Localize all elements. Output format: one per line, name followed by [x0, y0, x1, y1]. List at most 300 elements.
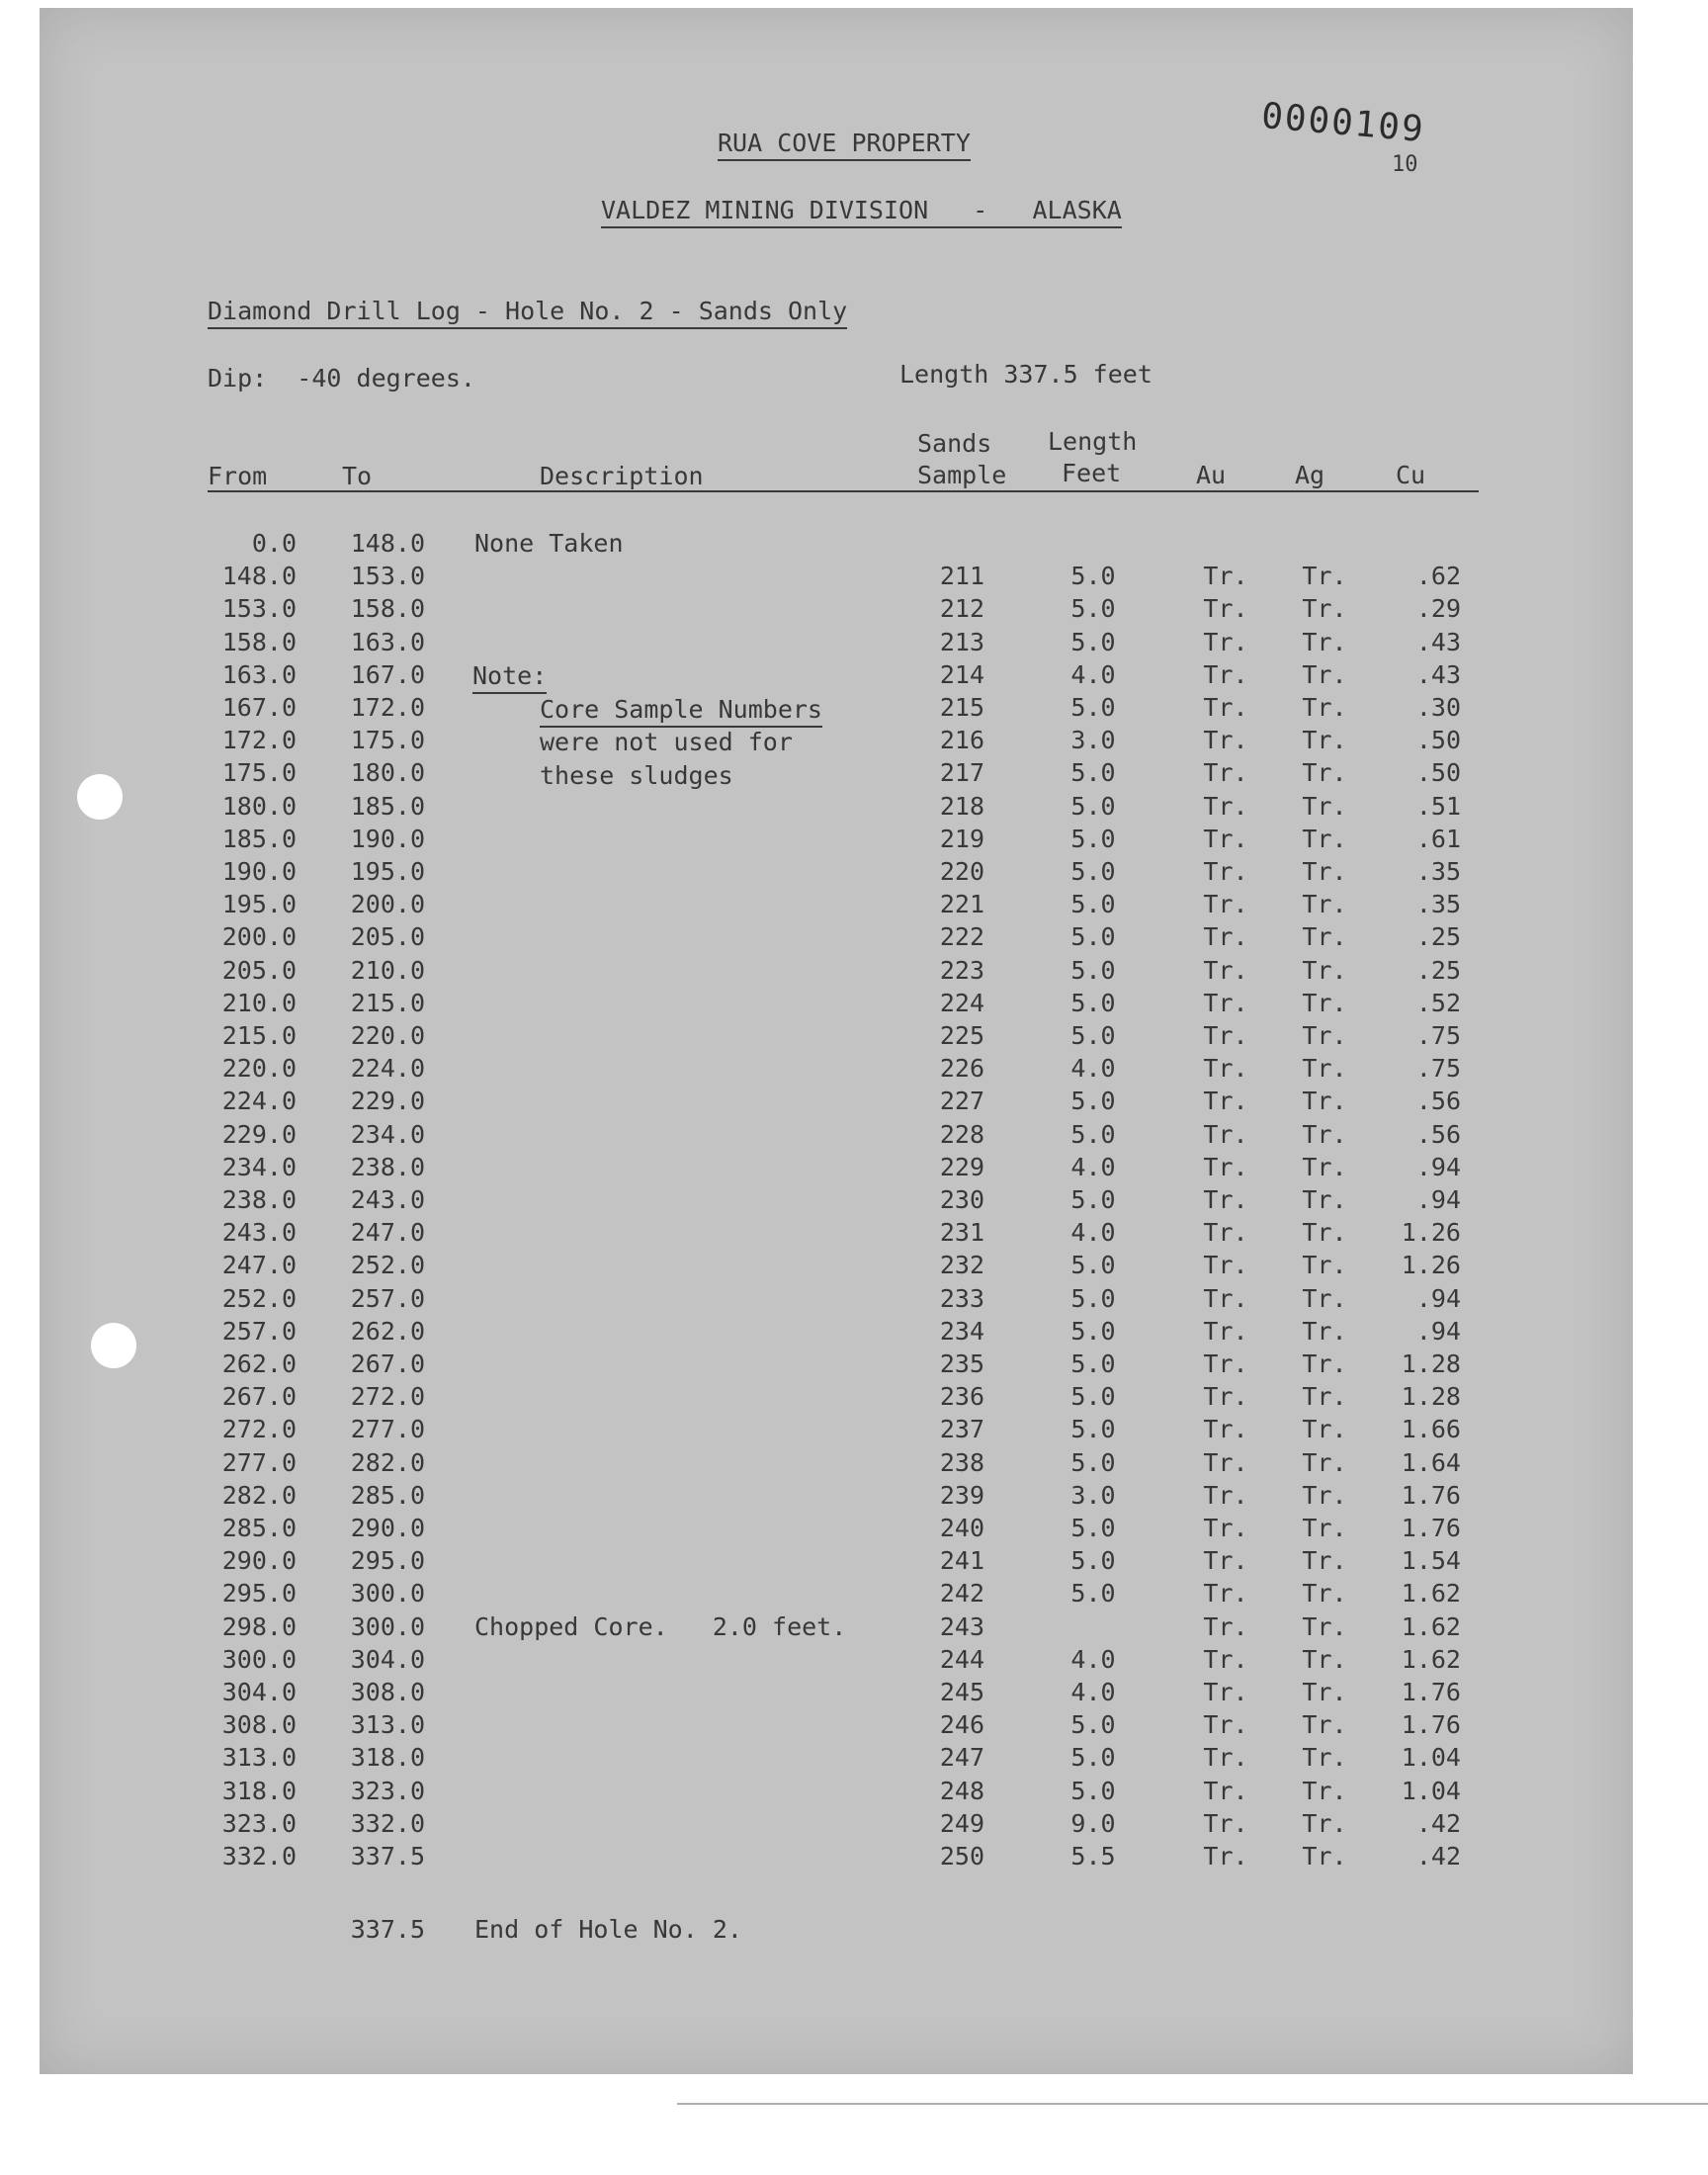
row-ag: Tr.: [1302, 594, 1347, 623]
row-from: 308.0: [221, 1710, 297, 1739]
row-to: 185.0: [350, 792, 425, 821]
row-to: 215.0: [350, 989, 425, 1017]
row-from: 313.0: [221, 1743, 297, 1772]
row-ag: Tr.: [1302, 1054, 1347, 1083]
row-sample-number: 236: [939, 1382, 984, 1411]
row-ag: Tr.: [1302, 1481, 1347, 1510]
row-cu: 1.28: [1401, 1349, 1461, 1378]
row-from: 257.0: [221, 1317, 297, 1346]
row-length-feet: 5.0: [1070, 989, 1116, 1017]
row-description: Chopped Core. 2.0 feet.: [474, 1612, 847, 1641]
row-ag: Tr.: [1302, 1284, 1347, 1313]
row-au: Tr.: [1203, 1743, 1248, 1772]
row-from: 148.0: [221, 562, 297, 590]
row-from: 277.0: [221, 1448, 297, 1477]
row-ag: Tr.: [1302, 1415, 1347, 1443]
row-to: 243.0: [350, 1185, 425, 1214]
row-length-feet: 5.0: [1070, 1777, 1116, 1805]
row-from: 220.0: [221, 1054, 297, 1083]
row-to: 167.0: [350, 660, 425, 689]
log-heading: Diamond Drill Log - Hole No. 2 - Sands Only: [208, 297, 847, 329]
row-ag: Tr.: [1302, 1349, 1347, 1378]
row-au: Tr.: [1203, 1514, 1248, 1542]
row-length-feet: 5.0: [1070, 1185, 1116, 1214]
row-cu: 1.66: [1401, 1415, 1461, 1443]
row-sample-number: 217: [939, 758, 984, 787]
row-au: Tr.: [1203, 1021, 1248, 1050]
row-ag: Tr.: [1302, 890, 1347, 918]
row-cu: 1.76: [1401, 1481, 1461, 1510]
row-to: 295.0: [350, 1546, 425, 1575]
row-au: Tr.: [1203, 989, 1248, 1017]
row-au: Tr.: [1203, 1185, 1248, 1214]
row-au: Tr.: [1203, 1087, 1248, 1115]
row-au: Tr.: [1203, 1218, 1248, 1247]
row-cu: 1.62: [1401, 1645, 1461, 1674]
row-ag: Tr.: [1302, 1021, 1347, 1050]
row-ag: Tr.: [1302, 825, 1347, 853]
header-sample: Sample: [917, 461, 1007, 489]
row-from: 234.0: [221, 1153, 297, 1181]
row-cu: 1.54: [1401, 1546, 1461, 1575]
row-sample-number: 225: [939, 1021, 984, 1050]
note-label: Note:: [472, 661, 547, 694]
row-to: 300.0: [350, 1579, 425, 1608]
row-ag: Tr.: [1302, 693, 1347, 722]
row-sample-number: 234: [939, 1317, 984, 1346]
row-ag: Tr.: [1302, 1120, 1347, 1149]
row-sample-number: 222: [939, 922, 984, 951]
row-length-feet: 5.0: [1070, 628, 1116, 656]
row-from: 243.0: [221, 1218, 297, 1247]
row-from: 167.0: [221, 693, 297, 722]
row-sample-number: 244: [939, 1645, 984, 1674]
row-au: Tr.: [1203, 1809, 1248, 1838]
row-to: 163.0: [350, 628, 425, 656]
row-cu: .94: [1415, 1185, 1461, 1214]
row-ag: Tr.: [1302, 758, 1347, 787]
row-sample-number: 233: [939, 1284, 984, 1313]
row-length-feet: 5.0: [1070, 792, 1116, 821]
row-cu: 1.04: [1401, 1777, 1461, 1805]
row-ag: Tr.: [1302, 1678, 1347, 1706]
row-from: 332.0: [221, 1842, 297, 1870]
row-au: Tr.: [1203, 1284, 1248, 1313]
row-length-feet: 4.0: [1070, 1054, 1116, 1083]
row-length-feet: 5.0: [1070, 594, 1116, 623]
row-cu: 1.76: [1401, 1514, 1461, 1542]
header-cu: Cu: [1396, 461, 1426, 489]
row-sample-number: 238: [939, 1448, 984, 1477]
row-ag: Tr.: [1302, 922, 1347, 951]
row-au: Tr.: [1203, 956, 1248, 985]
row-length-feet: 5.0: [1070, 693, 1116, 722]
row-au: Tr.: [1203, 628, 1248, 656]
row-length-feet: 5.0: [1070, 1710, 1116, 1739]
row-from: 272.0: [221, 1415, 297, 1443]
row-length-feet: 5.5: [1070, 1842, 1116, 1870]
row-cu: .43: [1415, 628, 1461, 656]
row-cu: 1.76: [1401, 1678, 1461, 1706]
row-sample-number: 243: [939, 1612, 984, 1641]
row-ag: Tr.: [1302, 1546, 1347, 1575]
row-ag: Tr.: [1302, 1087, 1347, 1115]
row-cu: 1.64: [1401, 1448, 1461, 1477]
row-au: Tr.: [1203, 594, 1248, 623]
row-from: 205.0: [221, 956, 297, 985]
row-length-feet: 5.0: [1070, 1415, 1116, 1443]
row-from: 210.0: [221, 989, 297, 1017]
row-cu: 1.62: [1401, 1579, 1461, 1608]
row-ag: Tr.: [1302, 1153, 1347, 1181]
row-sample-number: 211: [939, 562, 984, 590]
row-sample-number: 245: [939, 1678, 984, 1706]
row-from: 153.0: [221, 594, 297, 623]
row-length-feet: 5.0: [1070, 1251, 1116, 1279]
row-ag: Tr.: [1302, 857, 1347, 886]
row-to: 323.0: [350, 1777, 425, 1805]
row-ag: Tr.: [1302, 1579, 1347, 1608]
row-cu: .30: [1415, 693, 1461, 722]
row-cu: .25: [1415, 956, 1461, 985]
row-to: 158.0: [350, 594, 425, 623]
row-length-feet: 5.0: [1070, 922, 1116, 951]
row-sample-number: 231: [939, 1218, 984, 1247]
row-cu: .75: [1415, 1054, 1461, 1083]
row-from: 304.0: [221, 1678, 297, 1706]
row-from: 163.0: [221, 660, 297, 689]
punch-hole: [77, 774, 123, 820]
row-from: 285.0: [221, 1514, 297, 1542]
row-to: 234.0: [350, 1120, 425, 1149]
document-number-stamp: 0000109: [1259, 95, 1427, 151]
row-to: 272.0: [350, 1382, 425, 1411]
row-sample-number: 241: [939, 1546, 984, 1575]
row-ag: Tr.: [1302, 792, 1347, 821]
row-to: 172.0: [350, 693, 425, 722]
row-sample-number: 221: [939, 890, 984, 918]
row-length-feet: 5.0: [1070, 1546, 1116, 1575]
row-length-feet: 5.0: [1070, 562, 1116, 590]
row-to: 180.0: [350, 758, 425, 787]
row-cu: 1.28: [1401, 1382, 1461, 1411]
page-number: 10: [1392, 152, 1418, 177]
row-sample-number: 248: [939, 1777, 984, 1805]
punch-hole: [91, 1323, 136, 1368]
row-sample-number: 242: [939, 1579, 984, 1608]
row-au: Tr.: [1203, 758, 1248, 787]
row-sample-number: 213: [939, 628, 984, 656]
row-au: Tr.: [1203, 1382, 1248, 1411]
row-from: 262.0: [221, 1349, 297, 1378]
row-from: 252.0: [221, 1284, 297, 1313]
row-length-feet: 4.0: [1070, 1645, 1116, 1674]
row-au: Tr.: [1203, 1777, 1248, 1805]
row-sample-number: 250: [939, 1842, 984, 1870]
row-sample-number: 239: [939, 1481, 984, 1510]
row-au: Tr.: [1203, 1415, 1248, 1443]
row-sample-number: 214: [939, 660, 984, 689]
row-sample-number: 215: [939, 693, 984, 722]
row-sample-number: 237: [939, 1415, 984, 1443]
row-cu: .35: [1415, 890, 1461, 918]
row-from: 247.0: [221, 1251, 297, 1279]
row-sample-number: 240: [939, 1514, 984, 1542]
note-line: were not used for: [540, 728, 793, 756]
row-to: 290.0: [350, 1514, 425, 1542]
row-au: Tr.: [1203, 1317, 1248, 1346]
dip-label: Dip: -40 degrees.: [208, 364, 475, 392]
row-length-feet: 5.0: [1070, 1382, 1116, 1411]
row-au: Tr.: [1203, 890, 1248, 918]
row-to: 148.0: [350, 529, 425, 558]
row-ag: Tr.: [1302, 1218, 1347, 1247]
row-to: 195.0: [350, 857, 425, 886]
header-length: Length: [1048, 427, 1138, 456]
row-cu: .94: [1415, 1317, 1461, 1346]
row-length-feet: 4.0: [1070, 660, 1116, 689]
row-from: 215.0: [221, 1021, 297, 1050]
row-length-feet: 5.0: [1070, 1087, 1116, 1115]
row-to: 220.0: [350, 1021, 425, 1050]
row-from: 158.0: [221, 628, 297, 656]
row-from: 190.0: [221, 857, 297, 886]
note-line: these sludges: [540, 761, 733, 790]
row-length-feet: 5.0: [1070, 1021, 1116, 1050]
row-to: 205.0: [350, 922, 425, 951]
row-cu: .25: [1415, 922, 1461, 951]
row-au: Tr.: [1203, 792, 1248, 821]
row-ag: Tr.: [1302, 1809, 1347, 1838]
header-description: Description: [540, 462, 704, 490]
row-length-feet: 5.0: [1070, 1317, 1116, 1346]
row-ag: Tr.: [1302, 1612, 1347, 1641]
row-from: 238.0: [221, 1185, 297, 1214]
row-length-feet: 4.0: [1070, 1678, 1116, 1706]
row-to: 252.0: [350, 1251, 425, 1279]
row-to: 190.0: [350, 825, 425, 853]
row-length-feet: 4.0: [1070, 1218, 1116, 1247]
row-sample-number: 230: [939, 1185, 984, 1214]
row-from: 298.0: [221, 1612, 297, 1641]
header-au: Au: [1196, 461, 1227, 489]
header-feet: Feet: [1062, 459, 1122, 487]
row-au: Tr.: [1203, 1710, 1248, 1739]
row-cu: .94: [1415, 1284, 1461, 1313]
row-cu: .94: [1415, 1153, 1461, 1181]
document-title: RUA COVE PROPERTY: [718, 129, 971, 161]
row-au: Tr.: [1203, 1546, 1248, 1575]
row-from: 0.0: [251, 529, 297, 558]
row-au: Tr.: [1203, 1054, 1248, 1083]
row-sample-number: 232: [939, 1251, 984, 1279]
row-au: Tr.: [1203, 857, 1248, 886]
row-from: 282.0: [221, 1481, 297, 1510]
row-sample-number: 218: [939, 792, 984, 821]
row-au: Tr.: [1203, 1842, 1248, 1870]
end-text: End of Hole No. 2.: [474, 1915, 742, 1944]
row-from: 295.0: [221, 1579, 297, 1608]
row-length-feet: 4.0: [1070, 1153, 1116, 1181]
row-sample-number: 220: [939, 857, 984, 886]
row-cu: .51: [1415, 792, 1461, 821]
row-ag: Tr.: [1302, 1317, 1347, 1346]
row-sample-number: 247: [939, 1743, 984, 1772]
row-to: 262.0: [350, 1317, 425, 1346]
row-from: 323.0: [221, 1809, 297, 1838]
row-au: Tr.: [1203, 562, 1248, 590]
row-cu: .56: [1415, 1087, 1461, 1115]
row-au: Tr.: [1203, 1251, 1248, 1279]
row-to: 257.0: [350, 1284, 425, 1313]
row-from: 267.0: [221, 1382, 297, 1411]
row-cu: .62: [1415, 562, 1461, 590]
row-sample-number: 212: [939, 594, 984, 623]
row-cu: .52: [1415, 989, 1461, 1017]
row-ag: Tr.: [1302, 1382, 1347, 1411]
row-to: 285.0: [350, 1481, 425, 1510]
row-from: 224.0: [221, 1087, 297, 1115]
row-to: 210.0: [350, 956, 425, 985]
row-au: Tr.: [1203, 1645, 1248, 1674]
header-ag: Ag: [1295, 461, 1325, 489]
row-ag: Tr.: [1302, 660, 1347, 689]
row-length-feet: 5.0: [1070, 825, 1116, 853]
row-sample-number: 249: [939, 1809, 984, 1838]
header-to: To: [342, 462, 373, 490]
row-from: 180.0: [221, 792, 297, 821]
row-length-feet: 5.0: [1070, 857, 1116, 886]
row-length-feet: 5.0: [1070, 956, 1116, 985]
row-au: Tr.: [1203, 726, 1248, 754]
row-cu: .50: [1415, 758, 1461, 787]
row-to: 332.0: [350, 1809, 425, 1838]
row-to: 153.0: [350, 562, 425, 590]
scan-edge-line: [677, 2103, 1708, 2105]
row-cu: .42: [1415, 1809, 1461, 1838]
end-depth: 337.5: [350, 1915, 425, 1944]
row-from: 290.0: [221, 1546, 297, 1575]
row-au: Tr.: [1203, 660, 1248, 689]
row-cu: 1.26: [1401, 1251, 1461, 1279]
row-ag: Tr.: [1302, 1743, 1347, 1772]
row-sample-number: 227: [939, 1087, 984, 1115]
row-cu: 1.76: [1401, 1710, 1461, 1739]
row-from: 172.0: [221, 726, 297, 754]
row-ag: Tr.: [1302, 956, 1347, 985]
row-from: 200.0: [221, 922, 297, 951]
row-sample-number: 224: [939, 989, 984, 1017]
header-from: From: [208, 462, 268, 490]
row-length-feet: 5.0: [1070, 758, 1116, 787]
row-from: 229.0: [221, 1120, 297, 1149]
row-au: Tr.: [1203, 922, 1248, 951]
row-to: 277.0: [350, 1415, 425, 1443]
row-cu: 1.26: [1401, 1218, 1461, 1247]
length-label: Length 337.5 feet: [899, 360, 1153, 389]
row-cu: .43: [1415, 660, 1461, 689]
row-length-feet: 5.0: [1070, 1120, 1116, 1149]
row-length-feet: 5.0: [1070, 1514, 1116, 1542]
row-sample-number: 246: [939, 1710, 984, 1739]
row-cu: .42: [1415, 1842, 1461, 1870]
row-length-feet: 5.0: [1070, 1579, 1116, 1608]
row-to: 200.0: [350, 890, 425, 918]
row-to: 175.0: [350, 726, 425, 754]
row-length-feet: 5.0: [1070, 890, 1116, 918]
row-to: 267.0: [350, 1349, 425, 1378]
document-subtitle: VALDEZ MINING DIVISION - ALASKA: [601, 196, 1122, 228]
row-length-feet: 5.0: [1070, 1448, 1116, 1477]
row-ag: Tr.: [1302, 1842, 1347, 1870]
row-to: 304.0: [350, 1645, 425, 1674]
row-sample-number: 235: [939, 1349, 984, 1378]
row-au: Tr.: [1203, 1153, 1248, 1181]
row-sample-number: 223: [939, 956, 984, 985]
row-cu: .29: [1415, 594, 1461, 623]
row-to: 282.0: [350, 1448, 425, 1477]
row-to: 313.0: [350, 1710, 425, 1739]
row-ag: Tr.: [1302, 989, 1347, 1017]
row-from: 175.0: [221, 758, 297, 787]
row-ag: Tr.: [1302, 562, 1347, 590]
row-ag: Tr.: [1302, 1645, 1347, 1674]
row-ag: Tr.: [1302, 1710, 1347, 1739]
row-from: 185.0: [221, 825, 297, 853]
row-cu: .61: [1415, 825, 1461, 853]
row-sample-number: 226: [939, 1054, 984, 1083]
row-sample-number: 228: [939, 1120, 984, 1149]
row-ag: Tr.: [1302, 628, 1347, 656]
row-au: Tr.: [1203, 825, 1248, 853]
row-length-feet: 3.0: [1070, 1481, 1116, 1510]
row-to: 224.0: [350, 1054, 425, 1083]
row-to: 247.0: [350, 1218, 425, 1247]
row-au: Tr.: [1203, 1481, 1248, 1510]
row-au: Tr.: [1203, 693, 1248, 722]
row-to: 337.5: [350, 1842, 425, 1870]
header-sands: Sands: [917, 429, 992, 458]
row-to: 308.0: [350, 1678, 425, 1706]
row-ag: Tr.: [1302, 726, 1347, 754]
row-au: Tr.: [1203, 1448, 1248, 1477]
row-from: 195.0: [221, 890, 297, 918]
row-ag: Tr.: [1302, 1448, 1347, 1477]
row-length-feet: 5.0: [1070, 1349, 1116, 1378]
row-to: 238.0: [350, 1153, 425, 1181]
row-cu: .56: [1415, 1120, 1461, 1149]
row-ag: Tr.: [1302, 1777, 1347, 1805]
header-divider: [208, 490, 1479, 492]
row-length-feet: 9.0: [1070, 1809, 1116, 1838]
row-ag: Tr.: [1302, 1251, 1347, 1279]
row-from: 318.0: [221, 1777, 297, 1805]
row-sample-number: 216: [939, 726, 984, 754]
row-au: Tr.: [1203, 1678, 1248, 1706]
row-cu: .35: [1415, 857, 1461, 886]
row-au: Tr.: [1203, 1579, 1248, 1608]
row-au: Tr.: [1203, 1612, 1248, 1641]
row-to: 300.0: [350, 1612, 425, 1641]
row-length-feet: 5.0: [1070, 1284, 1116, 1313]
row-au: Tr.: [1203, 1120, 1248, 1149]
row-cu: 1.04: [1401, 1743, 1461, 1772]
row-cu: .75: [1415, 1021, 1461, 1050]
row-ag: Tr.: [1302, 1514, 1347, 1542]
row-from: 300.0: [221, 1645, 297, 1674]
row-cu: 1.62: [1401, 1612, 1461, 1641]
row-sample-number: 229: [939, 1153, 984, 1181]
